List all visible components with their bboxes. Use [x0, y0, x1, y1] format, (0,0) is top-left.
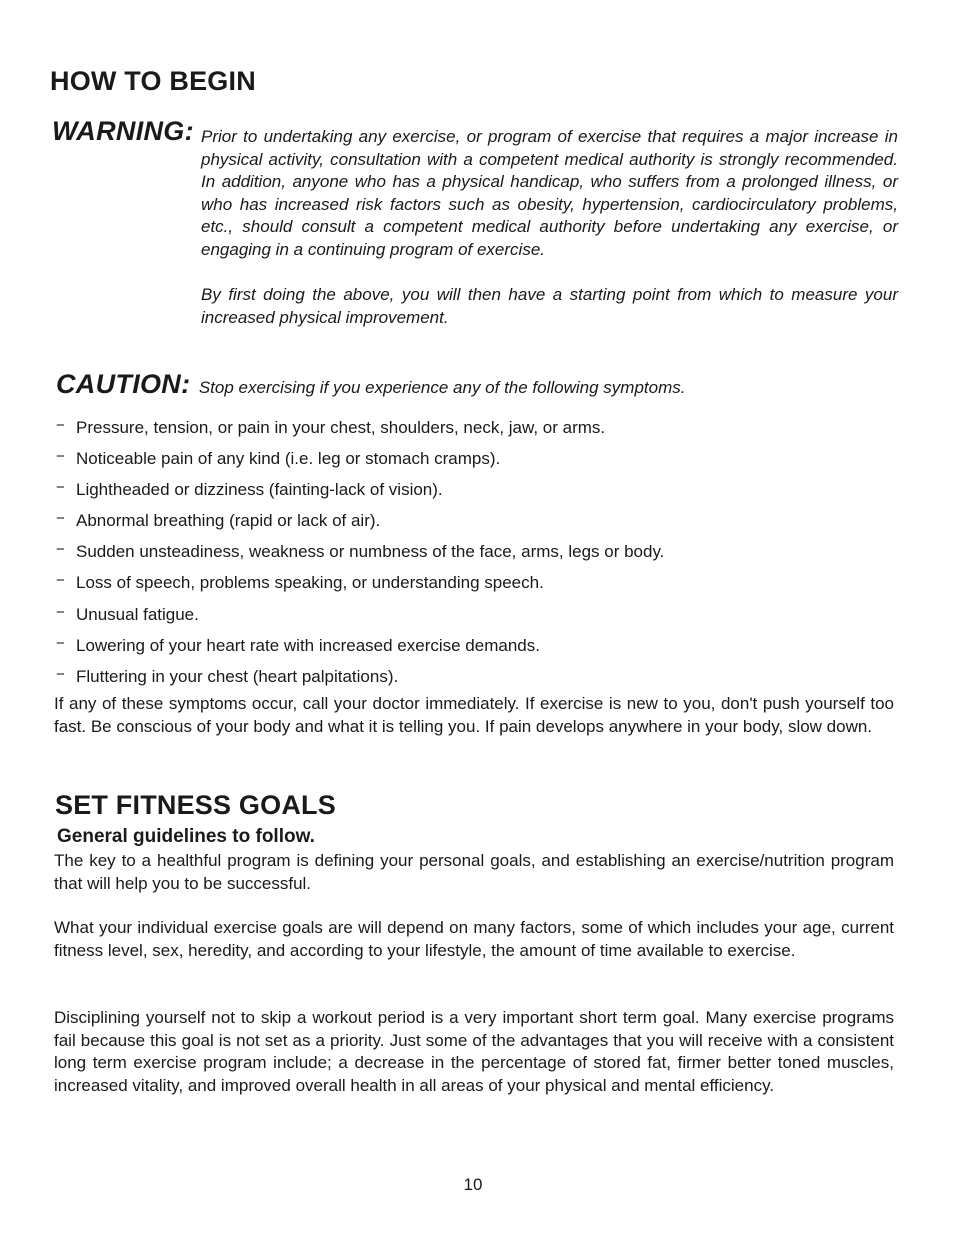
goals-paragraph: What your individual exercise goals are will depend on many factors, some of which includes your age, current fitness level, sex, heredity, and according to your lifestyle, the amount of time available to exercise. — [54, 918, 894, 960]
dash-bullet: − — [56, 448, 65, 466]
symptom-text: Noticeable pain of any kind (i.e. leg or stomach cramps). — [76, 449, 501, 469]
guidelines-subheading: General guidelines to follow. — [57, 826, 315, 847]
list-item — [56, 664, 916, 695]
dash-bullet: − — [56, 479, 65, 497]
goals-paragraph: Disciplining yourself not to skip a workout period is a very important short term goal. Many exercise programs fail because this goal is not set as a priority. Just some of the advantages that you will receive with a consistent long term exercise program include; a decrease in the percentage of stored fat, firmer better toned muscles, increased vitality, and improved overall health in all areas of your physical and mental efficiency. — [54, 1008, 894, 1095]
symptom-text: Fluttering in your chest (heart palpitations). — [76, 666, 399, 686]
dash-bullet: − — [56, 510, 65, 528]
caution-text: Stop exercising if you experience any of the following symptoms. — [198, 378, 686, 397]
caution-line — [56, 369, 685, 400]
symptom-text: Loss of speech, problems speaking, or understanding speech. — [76, 573, 544, 593]
list-item — [56, 446, 916, 477]
list-item — [56, 633, 916, 664]
symptom-list — [56, 415, 916, 695]
caution-label: CAUTION: — [56, 369, 191, 399]
dash-bullet: − — [56, 417, 65, 434]
dash-bullet: − — [56, 541, 65, 559]
dash-bullet: − — [56, 634, 65, 652]
symptom-advice-paragraph: If any of these symptoms occur, call your doctor immediately. If exercise is new to you, don't push yourself too fast. Be conscious of your body and what it is telling you. If pain develops anywhere in your body, slow down. — [54, 694, 894, 736]
how-to-begin-heading: HOW TO BEGIN — [50, 66, 256, 96]
dash-bullet: − — [56, 572, 65, 590]
symptom-text: Unusual fatigue. — [76, 604, 199, 624]
dash-bullet: − — [56, 665, 65, 683]
page-number: 10 — [463, 1175, 483, 1194]
symptom-text: Abnormal breathing (rapid or lack of air). — [76, 511, 381, 531]
list-item — [56, 570, 916, 601]
list-item — [56, 602, 916, 633]
dash-bullet: − — [56, 603, 65, 621]
symptom-text: Pressure, tension, or pain in your chest, shoulders, neck, jaw, or arms. — [76, 418, 606, 437]
list-item — [56, 508, 916, 539]
list-item — [56, 415, 916, 446]
list-item — [56, 539, 916, 570]
set-fitness-goals-heading: SET FITNESS GOALS — [55, 790, 336, 820]
list-item — [56, 477, 916, 508]
warning-paragraph: By first doing the above, you will then have a starting point from which to measure your increased physical improvement. — [201, 285, 898, 327]
warning-label: WARNING: — [52, 116, 194, 146]
goals-paragraph: The key to a healthful program is defining your personal goals, and establishing an exercise/nutrition program that will help you to be successful. — [54, 851, 894, 893]
symptom-text: Lightheaded or dizziness (fainting-lack of vision). — [76, 480, 443, 500]
symptom-text: Sudden unsteadiness, weakness or numbness of the face, arms, legs or body. — [76, 542, 665, 562]
warning-paragraph: Prior to undertaking any exercise, or program of exercise that requires a major increase in physical activity, consultation with a competent medical authority is strongly recommended. In addition, anyone who has a physical handicap, who suffers from a prolonged illness, or who has increased risk factors such as obesity, hypertension, cardiocirculatory problems, etc., should consult a competent medical authority before undertaking any exercise, or engaging in a continuing program of exercise. — [201, 127, 898, 259]
symptom-text: Lowering of your heart rate with increased exercise demands. — [76, 635, 540, 655]
warning-text — [201, 126, 898, 329]
